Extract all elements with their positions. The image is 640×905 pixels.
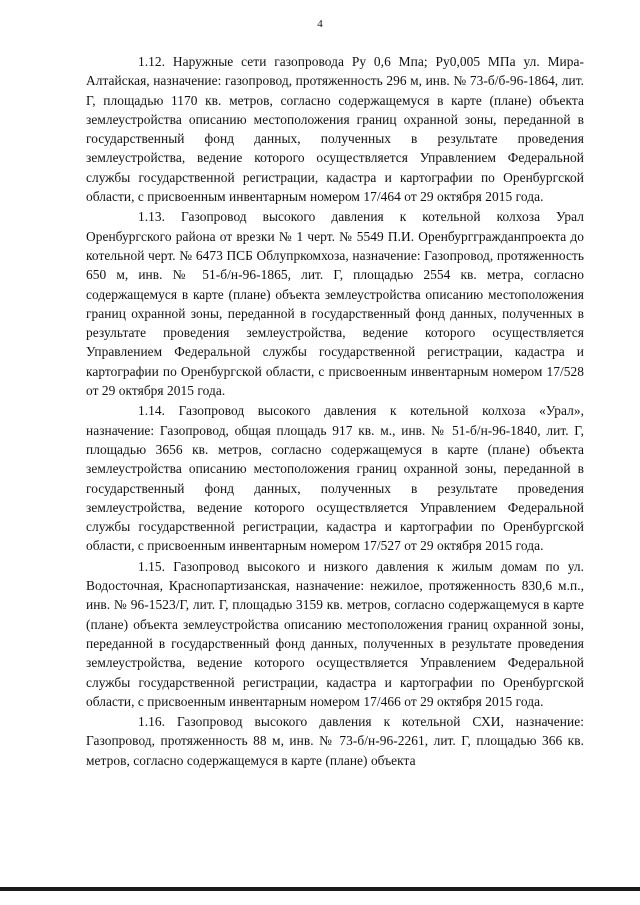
paragraph-1-15: 1.15. Газопровод высокого и низкого давления к жилым домам по ул. Водосточная, Краснопартизанская, назначение: нежилое, протяженность 830,6 м.п., инв. № 96-1523/Г, лит. Г, площадью 3159 кв. метров, согласно содержащемуся в карте (плане) объекта землеустройства описанию местоположения границ охранной зоны, переданной в государственный фонд данных, полученных в результате проведения землеустройства, ведение которого осуществляется Управлением Федеральной службы государственной регистрации, кадастра и картографии по Оренбургской области, с присвоенным инвентарным номером 17/466 от 29 октября 2015 года. xyxy=(86,558,584,709)
paragraph-1-14: 1.14. Газопровод высокого давления к котельной колхоза «Урал», назначение: Газопровод, общая площадь 917 кв. м., инв. № 51-б/н-96-1840, лит. Г, площадью 3656 кв. метров, согласно содержащемуся в карте (плане) объекта землеустройства описанию местоположения границ охранной зоны, переданной в государственный фонд данных, полученных в результате проведения землеустройства, ведение которого осуществляется Управлением Федеральной службы государственной регистрации, кадастра и картографии по Оренбургской области, с присвоенным инвентарным номером 17/527 от 29 октября 2015 года. xyxy=(86,403,584,554)
paragraph-1-13: 1.13. Газопровод высокого давления к котельной колхоза Урал Оренбургского района от врезки № 1 черт. № 5549 П.И. Оренбурггражданпроекта до котельной черт. № 6473 ПСБ Облупркомхоза, назначение: Газопровод, протяженность 650 м, инв. № 51-б/н-96-1865, лит. Г, площадью 2554 кв. метра, согласно содержащемуся в карте (плане) объекта землеустройства описанию местоположения границ охранной зоны, переданной в государственный фонд данных, полученных в результате проведения землеустройства, ведение которого осуществляется Управлением Федеральной службы государственной регистрации, кадастра и картографии по Оренбургской области, с присвоенным инвентарным номером 17/528 от 29 октября 2015 года. xyxy=(86,209,584,399)
scan-edge-rule xyxy=(0,887,640,891)
paragraph-1-16: 1.16. Газопровод высокого давления к котельной СХИ, назначение: Газопровод, протяженность 88 м, инв. № 73-б/н-96-2261, лит. Г, площадью 366 кв. метров, согласно содержащемуся в карте (плане) объекта xyxy=(86,714,584,768)
page-number: 4 xyxy=(317,18,323,30)
document-body xyxy=(86,52,584,771)
paragraph-1-12: 1.12. Наружные сети газопровода Ру 0,6 Мпа; Ру0,005 МПа ул. Мира-Алтайская, назначение: газопровод, протяженность 296 м, инв. № 73-б/б-96-1864, лит. Г, площадью 1170 кв. метров, согласно содержащемуся в карте (плане) объекта землеустройства описанию местоположения границ охранной зоны, переданной в государственный фонд данных, полученных в результате проведения землеустройства, ведение которого осуществляется Управлением Федеральной службы государственной регистрации, кадастра и картографии по Оренбургской области, с присвоенным инвентарным номером 17/464 от 29 октября 2015 года. xyxy=(86,54,584,205)
